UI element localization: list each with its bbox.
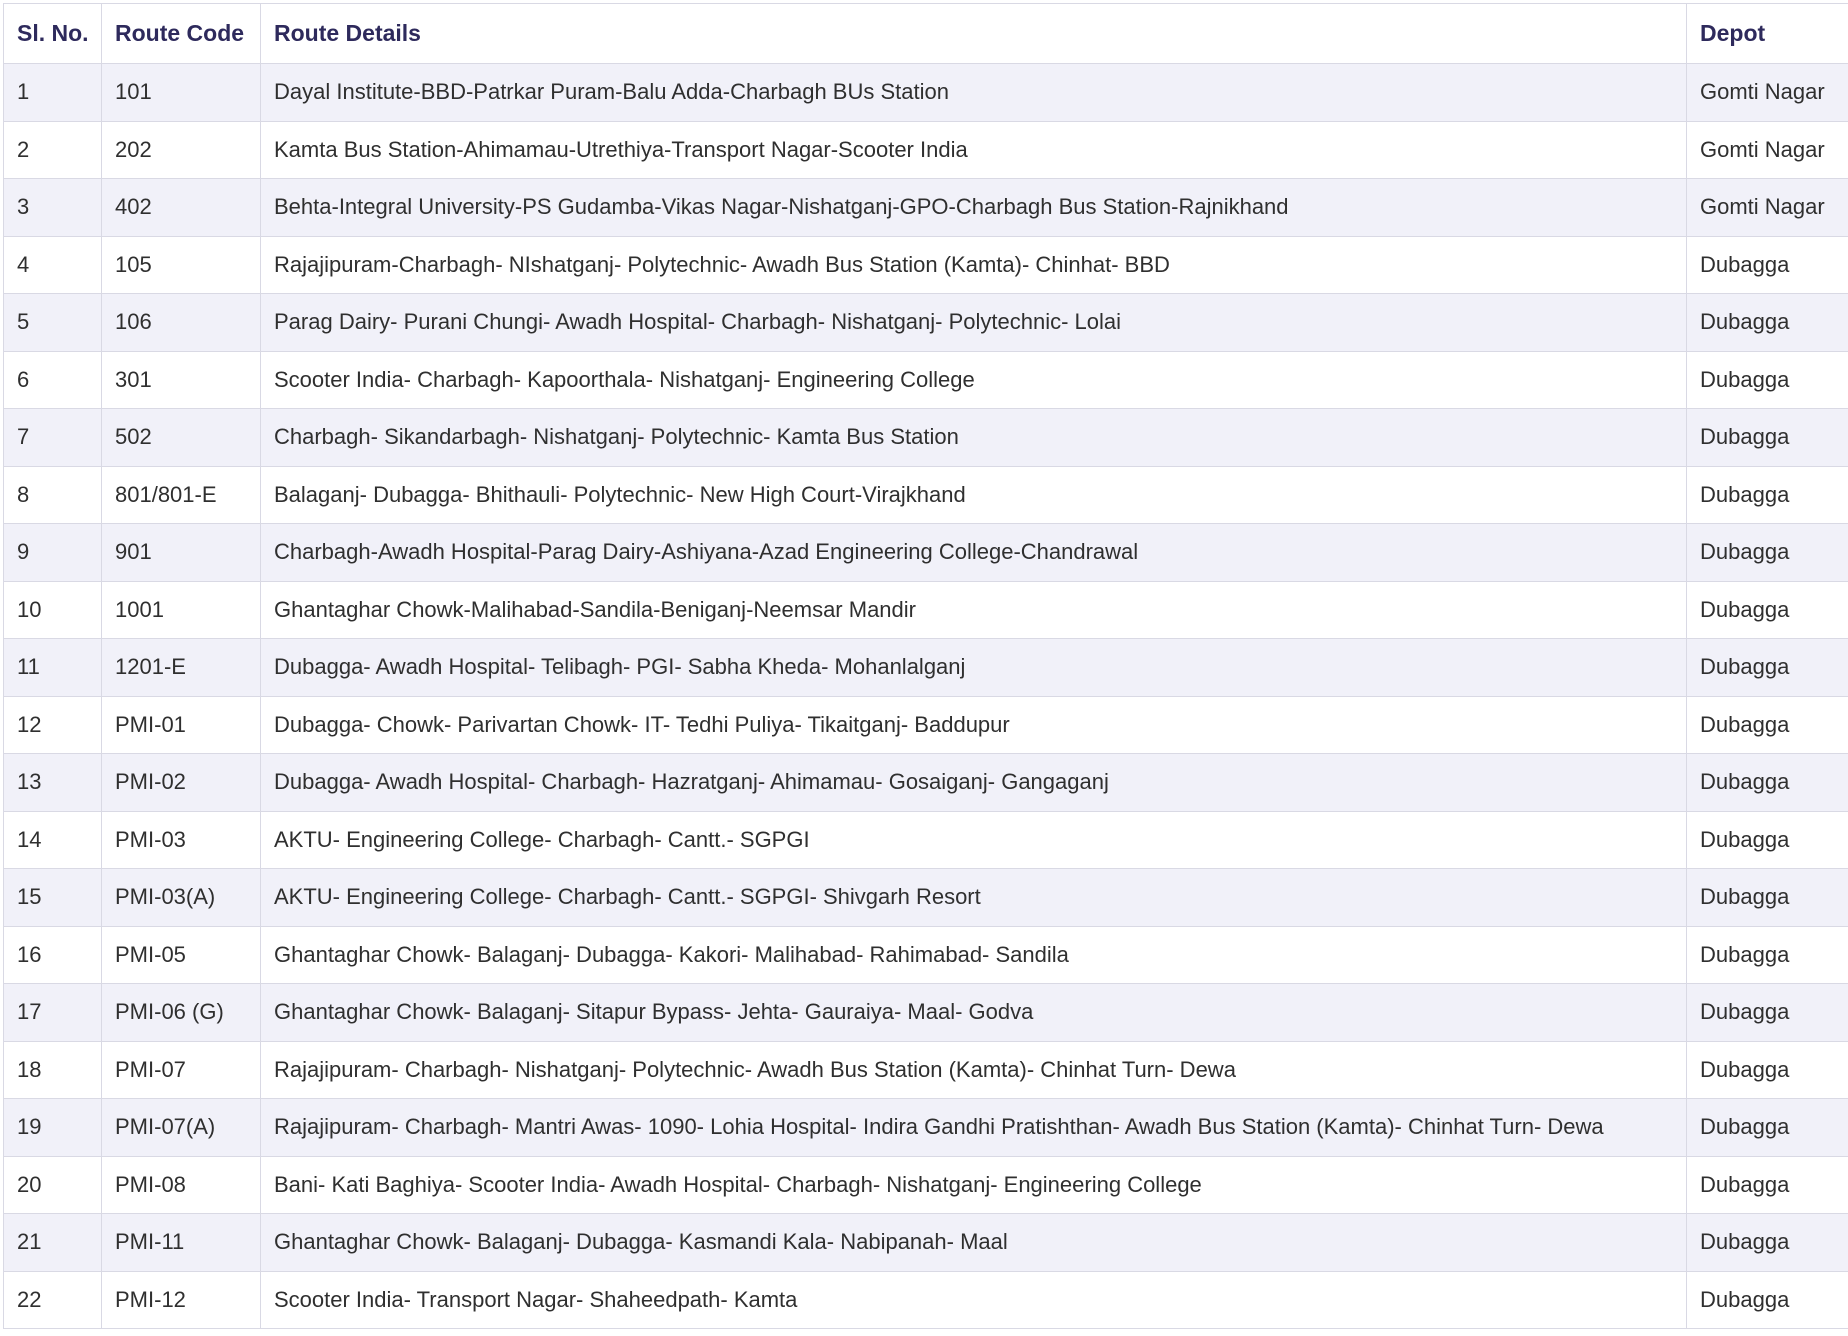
cell-route-details: Ghantaghar Chowk-Malihabad-Sandila-Beniganj-Neemsar Mandir (261, 581, 1687, 639)
table-row (4, 984, 1848, 1042)
cell-route-code: 801/801-E (102, 466, 261, 524)
cell-sl-no: 8 (4, 466, 102, 524)
cell-depot: Dubagga (1687, 466, 1848, 524)
cell-sl-no: 5 (4, 294, 102, 352)
table-row (4, 466, 1848, 524)
cell-sl-no: 9 (4, 524, 102, 582)
cell-route-code: PMI-07(A) (102, 1099, 261, 1157)
table-row (4, 179, 1848, 237)
cell-route-details: Balaganj- Dubagga- Bhithauli- Polytechnic- New High Court-Virajkhand (261, 466, 1687, 524)
table-row (4, 581, 1848, 639)
table-row (4, 1099, 1848, 1157)
cell-depot: Dubagga (1687, 639, 1848, 697)
cell-depot: Dubagga (1687, 754, 1848, 812)
table-body (4, 64, 1848, 1329)
cell-sl-no: 20 (4, 1156, 102, 1214)
cell-route-details: AKTU- Engineering College- Charbagh- Cantt.- SGPGI (261, 811, 1687, 869)
cell-sl-no: 2 (4, 121, 102, 179)
cell-route-code: PMI-01 (102, 696, 261, 754)
header-route-details: Route Details (261, 4, 1687, 64)
cell-route-details: Rajajipuram- Charbagh- Mantri Awas- 1090- Lohia Hospital- Indira Gandhi Pratishthan- Awadh Bus Station (Kamta)- Chinhat Turn- Dewa (261, 1099, 1687, 1157)
cell-route-code: 105 (102, 236, 261, 294)
cell-route-details: Bani- Kati Baghiya- Scooter India- Awadh Hospital- Charbagh- Nishatganj- Engineering College (261, 1156, 1687, 1214)
cell-route-code: PMI-05 (102, 926, 261, 984)
cell-route-code: PMI-08 (102, 1156, 261, 1214)
cell-route-details: Ghantaghar Chowk- Balaganj- Dubagga- Kakori- Malihabad- Rahimabad- Sandila (261, 926, 1687, 984)
cell-route-details: Dubagga- Awadh Hospital- Charbagh- Hazratganj- Ahimamau- Gosaiganj- Gangaganj (261, 754, 1687, 812)
cell-route-code: PMI-11 (102, 1214, 261, 1272)
cell-depot: Dubagga (1687, 294, 1848, 352)
table-row (4, 1041, 1848, 1099)
cell-sl-no: 18 (4, 1041, 102, 1099)
cell-sl-no: 10 (4, 581, 102, 639)
table-header (4, 4, 1848, 64)
cell-route-details: Ghantaghar Chowk- Balaganj- Sitapur Bypass- Jehta- Gauraiya- Maal- Godva (261, 984, 1687, 1042)
table-row (4, 754, 1848, 812)
cell-depot: Dubagga (1687, 1214, 1848, 1272)
table-row (4, 236, 1848, 294)
cell-sl-no: 17 (4, 984, 102, 1042)
table-row (4, 351, 1848, 409)
cell-route-details: Dubagga- Chowk- Parivartan Chowk- IT- Tedhi Puliya- Tikaitganj- Baddupur (261, 696, 1687, 754)
cell-depot: Dubagga (1687, 581, 1848, 639)
cell-depot: Dubagga (1687, 351, 1848, 409)
cell-route-code: 1201-E (102, 639, 261, 697)
cell-depot: Dubagga (1687, 869, 1848, 927)
table-row (4, 1214, 1848, 1272)
cell-route-code: PMI-12 (102, 1271, 261, 1329)
cell-depot: Dubagga (1687, 696, 1848, 754)
table-row (4, 1271, 1848, 1329)
cell-sl-no: 22 (4, 1271, 102, 1329)
cell-route-code: 202 (102, 121, 261, 179)
cell-route-details: Dayal Institute-BBD-Patrkar Puram-Balu Adda-Charbagh BUs Station (261, 64, 1687, 122)
cell-route-code: PMI-06 (G) (102, 984, 261, 1042)
header-route-code: Route Code (102, 4, 261, 64)
cell-route-details: Kamta Bus Station-Ahimamau-Utrethiya-Transport Nagar-Scooter India (261, 121, 1687, 179)
cell-route-code: PMI-03 (102, 811, 261, 869)
header-sl-no: Sl. No. (4, 4, 102, 64)
table-row (4, 926, 1848, 984)
cell-depot: Dubagga (1687, 1156, 1848, 1214)
cell-route-details: Ghantaghar Chowk- Balaganj- Dubagga- Kasmandi Kala- Nabipanah- Maal (261, 1214, 1687, 1272)
cell-route-details: Rajajipuram-Charbagh- NIshatganj- Polytechnic- Awadh Bus Station (Kamta)- Chinhat- BBD (261, 236, 1687, 294)
cell-sl-no: 3 (4, 179, 102, 237)
cell-route-details: AKTU- Engineering College- Charbagh- Cantt.- SGPGI- Shivgarh Resort (261, 869, 1687, 927)
cell-depot: Dubagga (1687, 1041, 1848, 1099)
table-row (4, 524, 1848, 582)
cell-route-details: Charbagh-Awadh Hospital-Parag Dairy-Ashiyana-Azad Engineering College-Chandrawal (261, 524, 1687, 582)
cell-route-details: Behta-Integral University-PS Gudamba-Vikas Nagar-Nishatganj-GPO-Charbagh Bus Station-Rajnikhand (261, 179, 1687, 237)
cell-route-details: Charbagh- Sikandarbagh- Nishatganj- Polytechnic- Kamta Bus Station (261, 409, 1687, 467)
cell-sl-no: 16 (4, 926, 102, 984)
cell-route-code: 402 (102, 179, 261, 237)
cell-depot: Dubagga (1687, 1271, 1848, 1329)
cell-route-details: Dubagga- Awadh Hospital- Telibagh- PGI- Sabha Kheda- Mohanlalganj (261, 639, 1687, 697)
cell-sl-no: 4 (4, 236, 102, 294)
cell-route-code: 1001 (102, 581, 261, 639)
cell-depot: Dubagga (1687, 524, 1848, 582)
cell-sl-no: 19 (4, 1099, 102, 1157)
routes-table (3, 3, 1848, 1329)
table-row (4, 811, 1848, 869)
table-row (4, 639, 1848, 697)
cell-route-code: 101 (102, 64, 261, 122)
cell-depot: Gomti Nagar (1687, 64, 1848, 122)
table-row (4, 696, 1848, 754)
cell-route-code: 301 (102, 351, 261, 409)
cell-route-code: PMI-07 (102, 1041, 261, 1099)
cell-depot: Dubagga (1687, 1099, 1848, 1157)
cell-depot: Dubagga (1687, 409, 1848, 467)
cell-sl-no: 6 (4, 351, 102, 409)
cell-route-code: PMI-03(A) (102, 869, 261, 927)
cell-route-code: 901 (102, 524, 261, 582)
cell-depot: Gomti Nagar (1687, 121, 1848, 179)
cell-route-details: Scooter India- Charbagh- Kapoorthala- Nishatganj- Engineering College (261, 351, 1687, 409)
cell-sl-no: 7 (4, 409, 102, 467)
table-row (4, 121, 1848, 179)
cell-route-code: PMI-02 (102, 754, 261, 812)
cell-sl-no: 14 (4, 811, 102, 869)
header-depot: Depot (1687, 4, 1848, 64)
cell-depot: Dubagga (1687, 984, 1848, 1042)
cell-route-code: 502 (102, 409, 261, 467)
cell-depot: Dubagga (1687, 926, 1848, 984)
cell-depot: Dubagga (1687, 236, 1848, 294)
cell-route-details: Scooter India- Transport Nagar- Shaheedpath- Kamta (261, 1271, 1687, 1329)
cell-depot: Gomti Nagar (1687, 179, 1848, 237)
cell-sl-no: 11 (4, 639, 102, 697)
cell-depot: Dubagga (1687, 811, 1848, 869)
table-row (4, 869, 1848, 927)
table-row (4, 64, 1848, 122)
cell-route-details: Rajajipuram- Charbagh- Nishatganj- Polytechnic- Awadh Bus Station (Kamta)- Chinhat Turn- Dewa (261, 1041, 1687, 1099)
cell-route-details: Parag Dairy- Purani Chungi- Awadh Hospital- Charbagh- Nishatganj- Polytechnic- Lolai (261, 294, 1687, 352)
table-row (4, 409, 1848, 467)
table-row (4, 294, 1848, 352)
cell-sl-no: 13 (4, 754, 102, 812)
header-row (4, 4, 1848, 64)
cell-sl-no: 21 (4, 1214, 102, 1272)
table-row (4, 1156, 1848, 1214)
cell-sl-no: 1 (4, 64, 102, 122)
cell-sl-no: 15 (4, 869, 102, 927)
cell-sl-no: 12 (4, 696, 102, 754)
cell-route-code: 106 (102, 294, 261, 352)
